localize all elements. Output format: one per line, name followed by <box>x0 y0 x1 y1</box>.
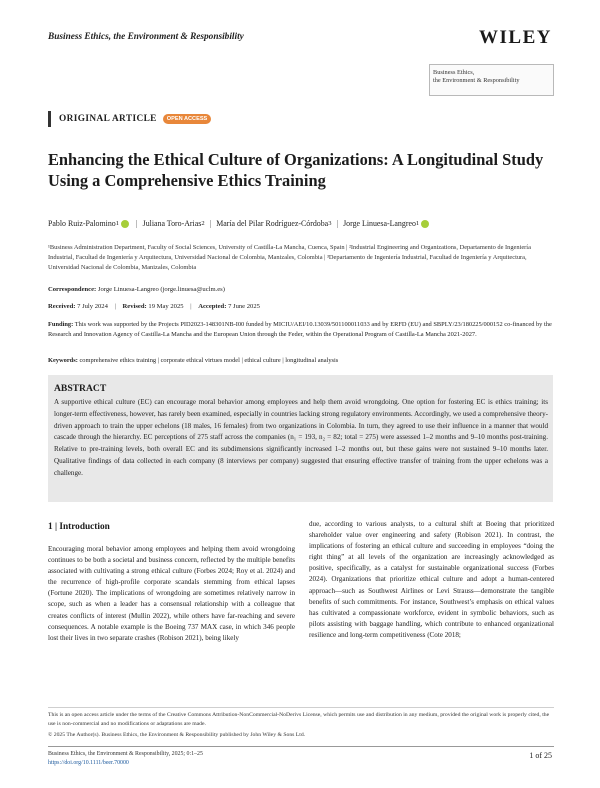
license-note: This is an open access article under the terms of the Creative Commons Attribution-NonCommercial-NoDerivs License, which permits use and distribution in any medium, provided the original work is properly cited, the use is non-commercial and no modifications or adaptations are made. <box>48 712 550 727</box>
cover-title-line2: the Environment & Responsibility <box>433 77 520 84</box>
funding-label: Funding: <box>48 321 74 328</box>
funding <box>48 320 558 340</box>
affiliations: ¹Business Administration Department, Faculty of Social Sciences, University of Castilla-La Mancha, Cuenca, Spain | ²Industrial Engineering and Organizations, Departamento de Ingeniería Industrial, Facultad de Ingeniería y Arquitectura, Universidad Nacional de Colombia, Manizales, Colombia | ³Departamento de Ingeniería Industrial, Facultad de Ingeniería y Arquitectura, Universidad Nacional de Colombia, Manizales, Colombia <box>48 244 531 271</box>
author-separator: | <box>209 219 212 228</box>
correspondence-label: Correspondence: <box>48 286 97 293</box>
author-affiliation-mark: 1 <box>415 220 420 227</box>
correspondence-value[interactable]: Jorge Linuesa-Langreo (jorge.linuesa@uclm.es) <box>97 286 225 293</box>
page-number: 1 of 25 <box>529 751 552 760</box>
abstract-heading: ABSTRACT <box>54 383 107 394</box>
journal-cover-thumbnail <box>429 64 554 96</box>
doi-link[interactable]: https://doi.org/10.1111/beer.70000 <box>48 760 129 766</box>
author-name[interactable]: María del Pilar Rodríguez-Córdoba <box>216 219 329 228</box>
author-list <box>48 219 568 228</box>
received-label: Received: <box>48 303 76 310</box>
copyright-note: © 2025 The Author(s). Business Ethics, the Environment & Responsibility published by John Wiley & Sons Ltd. <box>48 732 306 738</box>
article-dates: Received: 7 July 2024 | Revised: 19 May 2025 | Accepted: 7 June 2025 <box>48 303 260 310</box>
orcid-icon[interactable] <box>121 220 129 228</box>
footer-divider <box>48 746 554 747</box>
journal-name: Business Ethics, the Environment & Responsibility <box>48 32 244 42</box>
publisher-logo: WILEY <box>479 27 552 48</box>
abstract-text: A supportive ethical culture (EC) can encourage moral behavior among employees and help them avoid wrongdoing. One option for fostering EC is ethics training; its longer-term effectiveness, however, has rarely been examined, especially in countries lacking strong regulatory environments. Accordingly, we used a comprehensive theory-driven approach to train the upper echelons (18 males, 16 females) from two organizations in Colombia. In turn, they agreed to use their influence in a manner that would cascade through the hierarchy. EC perceptions of 275 staff across the companies (n₁ = 193, n₂ = 82; total = 275) were assessed 1–2 months and 9–10 months post-training. Relative to pre-training levels, both overall EC and its subdimensions significantly increased 1–2 months out, but these gains were not sustained 9–10 months later. Qualitative findings of data collected in each company (8 interviews per company) suggested that ensuring effective transfer of training from the upper echelons was a challenge. <box>54 398 548 477</box>
author-affiliation-mark: 1 <box>115 220 120 227</box>
article-type-row <box>48 112 211 126</box>
author-name[interactable]: Pablo Ruiz-Palomino <box>48 219 116 228</box>
open-access-badge: OPEN ACCESS <box>163 114 212 124</box>
author-separator: | <box>336 219 339 228</box>
keywords-label: Keywords: <box>48 357 78 364</box>
author-name[interactable]: Jorge Linuesa-Langreo <box>343 219 416 228</box>
author-affiliation-mark: 2 <box>201 220 205 227</box>
body-column-left: Encouraging moral behavior among employees and helping them avoid wrongdoing continues to be both a societal and business concern, reflected by the multiple benefits associated with cultivating a strong ethical culture (Forbes 2024; Roy et al. 2024) and the recurrence of high-profile corporate scandals stemming from ethical lapses (Fortune 2020). The implications of wrongdoing are sometimes relatively narrow in scope, such as when a leader has a consensual relationship with a colleague that creates conflicts of interest (Mullin 2022), while others have far-reaching and severe consequences. A notable example is the Boeing 737 MAX case, in which 346 people lost their lives in two separate crashes (Robison 2021), being likely <box>48 545 295 642</box>
citation-line: Business Ethics, the Environment & Responsibility, 2025; 0:1–25 <box>48 751 203 757</box>
author-separator: | <box>136 219 138 228</box>
abstract-box <box>48 375 553 502</box>
keywords <box>48 357 558 364</box>
revised-label: Revised: <box>122 303 147 310</box>
article-type-bar <box>48 111 51 127</box>
funding-text: This work was supported by the Projects PID2023-148301NB-I00 funded by MICIU/AEI/10.13039/501100011033 and by ERFD (EU) and SBPLY/23/180225/000152 co-financed by the Research and Innovation Agency of Castilla-La Mancha and the European Union through the Feder, within the Operational Program of Castilla-La Mancha 2021-2027. <box>48 321 552 338</box>
article-title: Enhancing the Ethical Culture of Organizations: A Longitudinal Study Using a Comprehensive Ethics Training <box>48 150 544 190</box>
article-type-label: ORIGINAL ARTICLE <box>59 114 157 124</box>
body-column-right: due, according to various analysts, to a cultural shift at Boeing that prioritized shareholder value over engineering and safety (Robison 2021). In contrast, the implications of fostering an ethical culture and succeeding in employees “doing the right thing” at all levels of the organization are increasingly acknowledged as positive, specifically, as a catalyst for sustainable organizational success (Forbes 2024). Organizations that prioritize ethical culture and adopt a human-centered approach—such as Southwest Airlines or Levi Strauss—demonstrate the tangible benefits of such commitments. For instance, Southwest’s emphasis on ethical values has cultivated a compassionate workforce, evident in symbolic behaviors, such as pilots assisting with baggage handling, which contribute to enhanced organizational resilience and long-term competitiveness (Cote 2018; <box>309 520 554 639</box>
author-name[interactable]: Juliana Toro-Arias <box>142 219 202 228</box>
author-affiliation-mark: 3 <box>328 220 332 227</box>
accepted-label: Accepted: <box>198 303 227 310</box>
orcid-icon[interactable] <box>421 220 429 228</box>
correspondence <box>48 286 225 293</box>
cover-title-line1: Business Ethics, <box>433 69 475 76</box>
keywords-text: comprehensive ethics training | corporate ethical virtues model | ethical culture | longitudinal analysis <box>79 357 339 364</box>
accepted-date: 7 June 2025 <box>228 303 260 310</box>
section-heading: 1 | Introduction <box>48 522 110 532</box>
revised-date: 19 May 2025 <box>148 303 184 310</box>
footnote-divider <box>48 707 554 708</box>
received-date: 7 July 2024 <box>77 303 108 310</box>
